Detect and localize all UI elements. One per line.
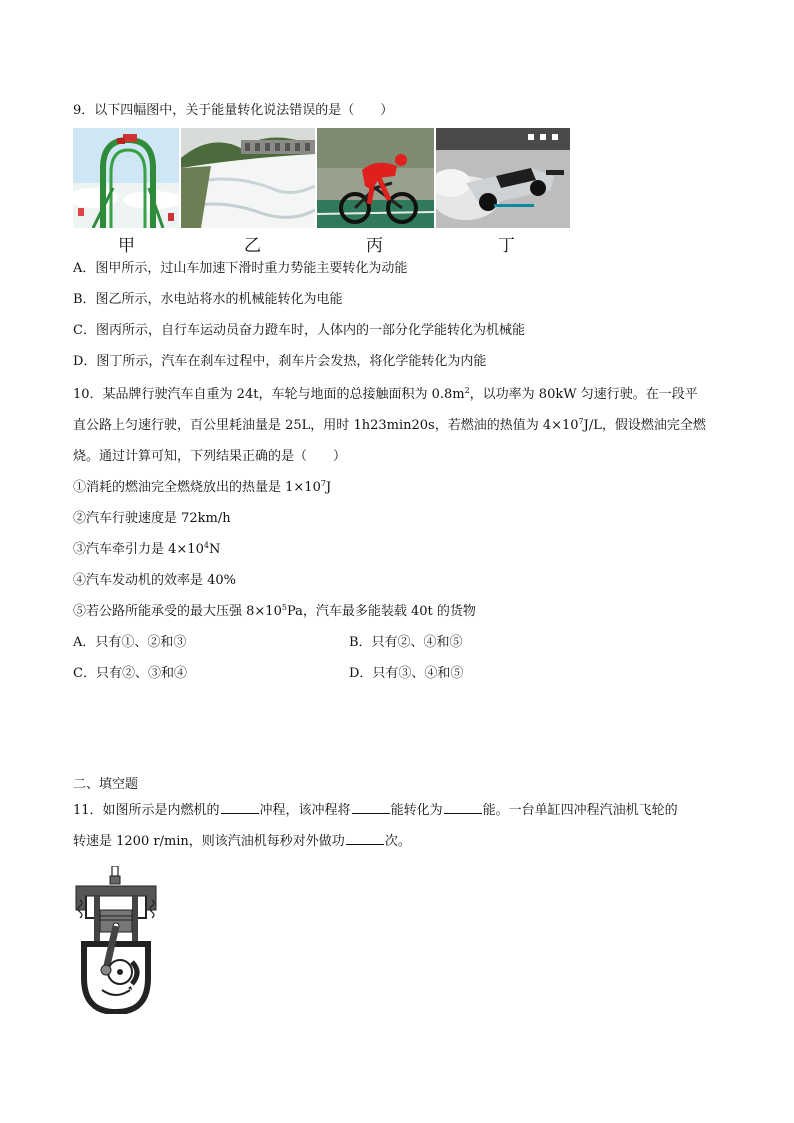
answer-blank-1[interactable] bbox=[221, 801, 259, 814]
q11-line2: 转速是 1200 r/min，则该汽油机每秒对外做功 次。 bbox=[73, 834, 411, 849]
caption-bing: 丙 bbox=[366, 236, 383, 256]
caption-ding: 丁 bbox=[498, 236, 515, 256]
q10-stem-line3: 烧。通过计算可知，下列结果正确的是（ ） bbox=[73, 449, 347, 464]
q9-option-b: B．图乙所示，水电站将水的机械能转化为电能 bbox=[73, 292, 343, 307]
q9-figure-strip bbox=[73, 128, 570, 228]
section-title-fill-in: 二、填空题 bbox=[73, 777, 139, 792]
caption-yi: 乙 bbox=[244, 236, 261, 256]
answer-blank-3[interactable] bbox=[444, 801, 482, 814]
q10-option-a: A．只有①、②和③ bbox=[73, 635, 187, 650]
q10-option-c: C．只有②、③和④ bbox=[73, 666, 187, 681]
q9-option-c: C．图丙所示，自行车运动员奋力蹬车时，人体内的一部分化学能转化为机械能 bbox=[73, 323, 525, 338]
q10-stem-line1: 10．某品牌行驶汽车自重为 24t，车轮与地面的总接触面积为 $0.8m^2$，以功率为 80kW 匀速行驶。在一段平 bbox=[73, 386, 698, 402]
q9-stem: 9．以下四幅图中，关于能量转化说法错误的是（ ） bbox=[73, 103, 394, 118]
answer-blank-2[interactable] bbox=[352, 801, 390, 814]
q10-statement-2: ②汽车行驶速度是 72km/h bbox=[73, 511, 231, 526]
roller-coaster-image bbox=[73, 128, 179, 228]
caption-jia: 甲 bbox=[118, 236, 135, 256]
q9-option-d: D．图丁所示，汽车在刹车过程中，刹车片会发热，将化学能转化为内能 bbox=[73, 354, 487, 369]
cyclist-image bbox=[317, 128, 434, 228]
q10-statement-4: ④汽车发动机的效率是 40% bbox=[73, 573, 237, 588]
q11-line1: 11．如图所示是内燃机的 冲程，该冲程将 能转化为 能。一台单缸四冲程汽油机飞轮的 bbox=[73, 803, 678, 818]
q10-statement-5: ⑤若公路所能承受的最大压强 $8\times 10^5Pa$，汽车最多能装载 40t 的货物 bbox=[73, 603, 476, 619]
engine-cylinder-diagram bbox=[72, 866, 160, 1014]
q10-option-b: B．只有②、④和⑤ bbox=[349, 635, 463, 650]
q10-option-d: D．只有③、④和⑤ bbox=[349, 666, 464, 681]
race-car-image bbox=[436, 128, 570, 228]
dam-spillway-image bbox=[181, 128, 315, 228]
q10-stem-line2: 直公路上匀速行驶，百公里耗油量是 25L，用时 1h23min20s，若燃油的热值为 $4\times 10^7J/L$，假设燃油完全燃 bbox=[73, 417, 706, 433]
q10-statement-3: ③汽车牵引力是 $4\times 10^4N$ bbox=[73, 541, 221, 557]
q10-statement-1: ①消耗的燃油完全燃烧放出的热量是 $1\times 10^7J$ bbox=[73, 479, 332, 495]
q9-option-a: A．图甲所示，过山车加速下滑时重力势能主要转化为动能 bbox=[73, 261, 408, 276]
answer-blank-4[interactable] bbox=[346, 832, 384, 845]
